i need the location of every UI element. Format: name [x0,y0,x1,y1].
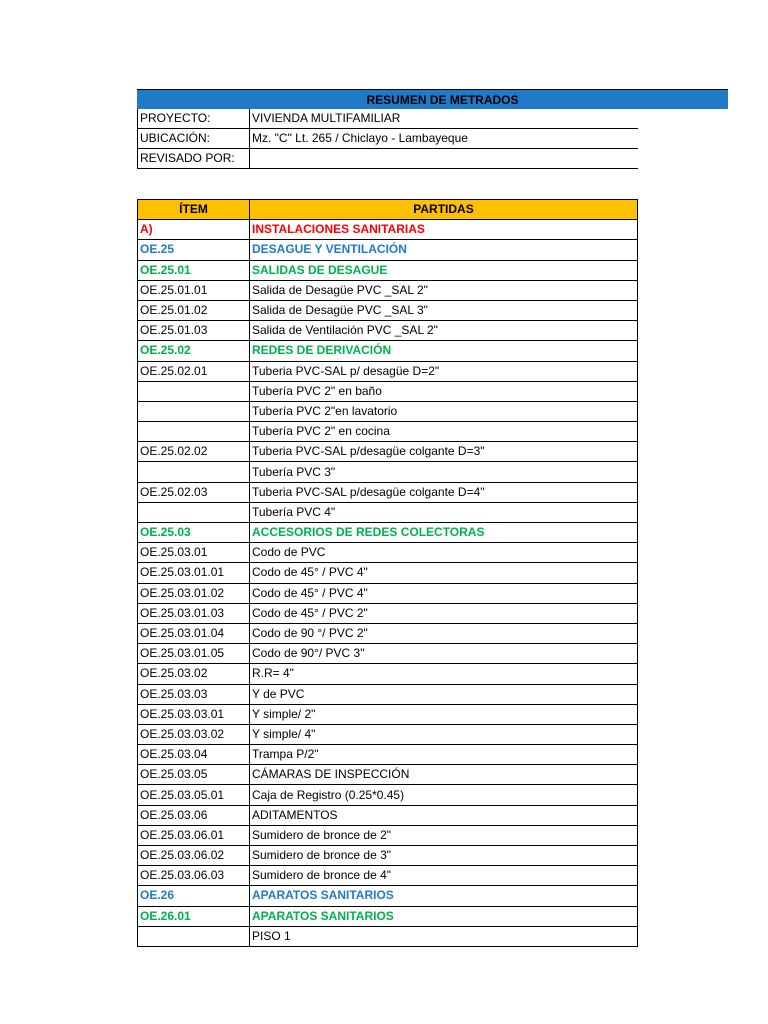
partida-cell[interactable]: Y de PVC [250,684,638,704]
spacer [137,169,728,199]
item-cell[interactable]: OE.25.03.01.01 [138,563,250,583]
item-cell[interactable]: OE.25.01.01 [138,280,250,300]
partida-cell[interactable]: ADITAMENTOS [250,805,638,825]
item-cell[interactable]: OE.26 [138,886,250,906]
partida-cell[interactable]: APARATOS SANITARIOS [250,906,638,926]
info-row [138,129,638,149]
partida-cell[interactable]: Codo de 45° / PVC 4" [250,583,638,603]
partida-cell[interactable]: PISO 1 [250,926,638,946]
item-cell[interactable]: OE.25.03.05.01 [138,785,250,805]
table-header-row [138,200,638,220]
table-row [138,846,638,866]
table-row [138,644,638,664]
table-row [138,745,638,765]
item-cell[interactable]: OE.25.03.01.02 [138,583,250,603]
info-label[interactable]: REVISADO POR: [138,149,250,169]
table-row [138,724,638,744]
partida-cell[interactable]: Tubería PVC 2" en baño [250,381,638,401]
partida-cell[interactable]: Codo de 45° / PVC 2" [250,603,638,623]
partida-cell[interactable]: Trampa P/2" [250,745,638,765]
project-info-table [137,109,638,169]
item-cell[interactable] [138,381,250,401]
table-row [138,704,638,724]
item-cell[interactable]: OE.25.01 [138,260,250,280]
table-row [138,523,638,543]
partida-cell[interactable]: Tubería PVC 2"en lavatorio [250,401,638,421]
table-row [138,462,638,482]
table-row [138,603,638,623]
table-row [138,502,638,522]
partida-cell[interactable]: Tubería PVC 3" [250,462,638,482]
partida-cell[interactable]: APARATOS SANITARIOS [250,886,638,906]
table-row [138,543,638,563]
item-cell[interactable]: OE.25.02.02 [138,442,250,462]
table-row [138,381,638,401]
item-cell[interactable]: OE.25.02 [138,341,250,361]
partida-cell[interactable]: Caja de Registro (0.25*0.45) [250,785,638,805]
table-row [138,280,638,300]
info-value[interactable]: VIVIENDA MULTIFAMILIAR [250,109,638,129]
info-row [138,149,638,169]
partida-cell[interactable]: Codo de 90°/ PVC 3" [250,644,638,664]
item-cell[interactable]: OE.25.03.01 [138,543,250,563]
item-cell[interactable]: OE.25.01.03 [138,321,250,341]
table-row [138,926,638,946]
item-cell[interactable]: OE.25.03 [138,523,250,543]
partida-cell[interactable]: Sumidero de bronce de 3" [250,846,638,866]
spreadsheet [137,89,728,947]
item-cell[interactable] [138,462,250,482]
item-cell[interactable]: OE.25.01.02 [138,300,250,320]
table-row [138,240,638,260]
table-row [138,422,638,442]
partida-cell[interactable]: Codo de PVC [250,543,638,563]
table-row [138,341,638,361]
table-row [138,482,638,502]
item-cell[interactable]: OE.25.03.06.02 [138,846,250,866]
partida-cell[interactable]: Y simple/ 2" [250,704,638,724]
table-row [138,664,638,684]
table-row [138,361,638,381]
item-cell[interactable]: OE.26.01 [138,906,250,926]
item-cell[interactable]: OE.25.03.03.02 [138,724,250,744]
info-row [138,109,638,129]
table-row [138,583,638,603]
item-cell[interactable]: OE.25.03.06.03 [138,866,250,886]
table-row [138,785,638,805]
item-cell[interactable]: OE.25.03.05 [138,765,250,785]
table-row [138,825,638,845]
item-cell[interactable]: OE.25.03.06 [138,805,250,825]
partida-cell[interactable]: Salida de Desagüe PVC _SAL 2" [250,280,638,300]
title-bar [137,89,728,109]
partida-cell[interactable]: INSTALACIONES SANITARIAS [250,220,638,240]
item-cell[interactable]: OE.25.02.03 [138,482,250,502]
table-row [138,220,638,240]
table-row [138,401,638,421]
info-label[interactable]: UBICACIÓN: [138,129,250,149]
table-row [138,765,638,785]
table-row [138,805,638,825]
partida-cell[interactable]: Tubería PVC 4" [250,502,638,522]
item-cell[interactable]: OE.25.03.02 [138,664,250,684]
table-row [138,442,638,462]
partida-cell[interactable]: ACCESORIOS DE REDES COLECTORAS [250,523,638,543]
item-cell[interactable]: OE.25.03.03.01 [138,704,250,724]
partida-cell[interactable]: DESAGUE Y VENTILACIÓN [250,240,638,260]
partida-cell[interactable]: Tubería PVC 2" en cocina [250,422,638,442]
table-row [138,260,638,280]
info-label[interactable]: PROYECTO: [138,109,250,129]
metrados-table [137,199,638,947]
item-cell[interactable]: A) [138,220,250,240]
partida-cell[interactable]: CÁMARAS DE INSPECCIÓN [250,765,638,785]
table-row [138,886,638,906]
item-cell[interactable]: OE.25.03.01.04 [138,623,250,643]
partida-cell[interactable]: Codo de 90 °/ PVC 2" [250,623,638,643]
column-header-partidas[interactable]: PARTIDAS [250,200,638,220]
partida-cell[interactable]: Tuberia PVC-SAL p/ desagüe D=2" [250,361,638,381]
item-cell[interactable]: OE.25.03.01.03 [138,603,250,623]
table-row [138,300,638,320]
table-row [138,684,638,704]
partida-cell[interactable]: Salida de Ventilación PVC _SAL 2" [250,321,638,341]
partida-cell[interactable]: Y simple/ 4" [250,724,638,744]
partida-cell[interactable]: Codo de 45° / PVC 4" [250,563,638,583]
table-row [138,866,638,886]
partida-cell[interactable]: Tuberia PVC-SAL p/desagüe colgante D=4" [250,482,638,502]
item-cell[interactable] [138,401,250,421]
partida-cell[interactable]: SALIDAS DE DESAGUE [250,260,638,280]
item-cell[interactable]: OE.25.03.01.05 [138,644,250,664]
table-row [138,906,638,926]
item-cell[interactable]: OE.25 [138,240,250,260]
sheet-title: RESUMEN DE METRADOS [366,93,519,107]
table-row [138,623,638,643]
partida-cell[interactable]: Sumidero de bronce de 2" [250,825,638,845]
partida-cell[interactable]: R.R= 4" [250,664,638,684]
column-header-item[interactable]: ÍTEM [138,200,250,220]
partida-cell[interactable]: Tuberia PVC-SAL p/desagüe colgante D=3" [250,442,638,462]
partida-cell[interactable]: REDES DE DERIVACIÓN [250,341,638,361]
item-cell[interactable] [138,422,250,442]
table-row [138,321,638,341]
item-cell[interactable] [138,926,250,946]
partida-cell[interactable]: Sumidero de bronce de 4" [250,866,638,886]
item-cell[interactable]: OE.25.03.06.01 [138,825,250,845]
item-cell[interactable]: OE.25.03.04 [138,745,250,765]
info-value[interactable]: Mz. "C" Lt. 265 / Chiclayo - Lambayeque [250,129,638,149]
info-value[interactable] [250,149,638,169]
partida-cell[interactable]: Salida de Desagüe PVC _SAL 3" [250,300,638,320]
item-cell[interactable]: OE.25.02.01 [138,361,250,381]
item-cell[interactable] [138,502,250,522]
item-cell[interactable]: OE.25.03.03 [138,684,250,704]
table-row [138,563,638,583]
